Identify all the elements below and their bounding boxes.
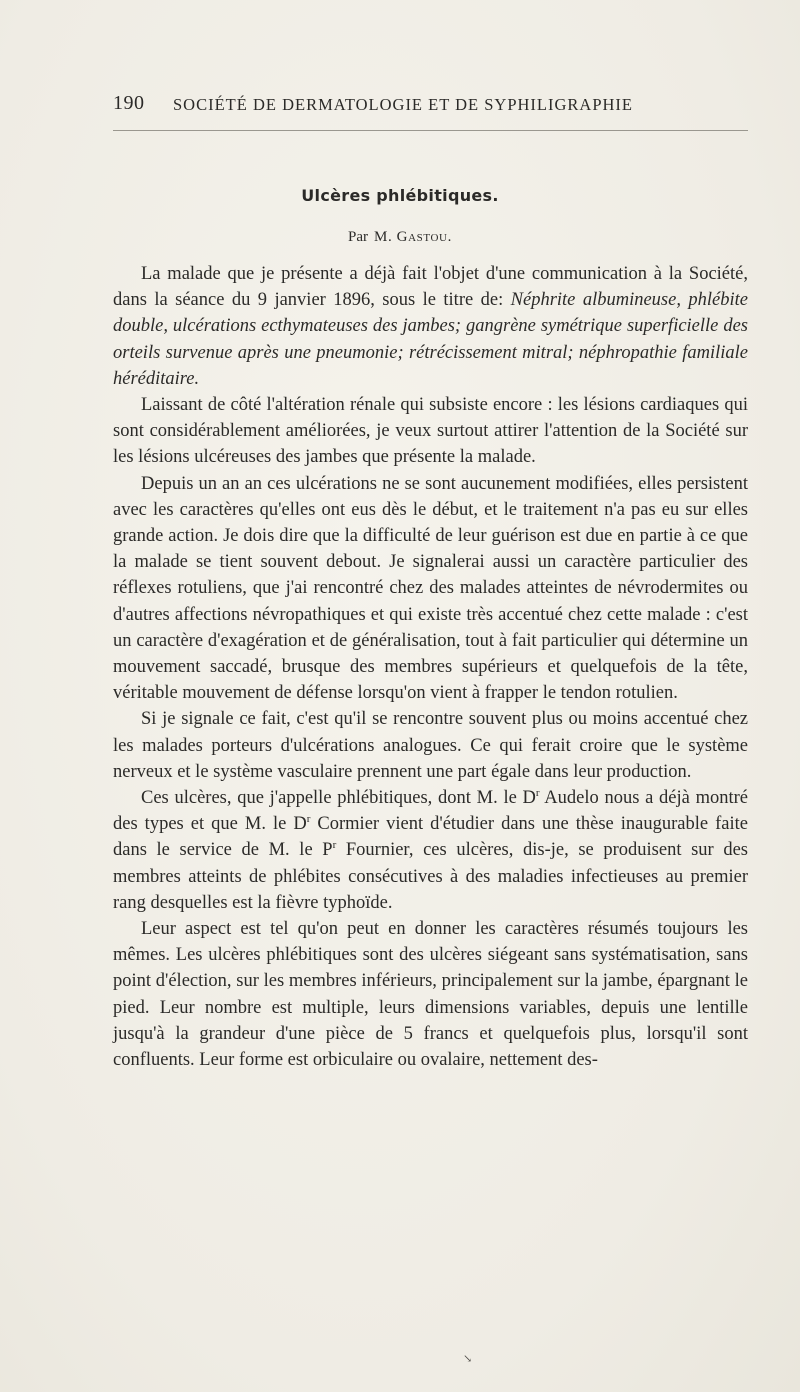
paragraph-5-text-d: Fournier, ces ulcères, dis-je, se produisent sur des membres atteints de phlébites consécutives à des maladies infectieuses au premier rang desquelles est la fièvre typhoïde.	[113, 840, 748, 913]
author-name: M. Gastou.	[374, 229, 452, 245]
article-body	[113, 261, 748, 1073]
paragraph-3: Depuis un an an ces ulcérations ne se sont aucunement modifiées, elles persistent avec les caractères qu'elles ont eus dès le début, et le traitement n'a pas eu sur elles grande action. Je dois dire que la difficulté de leur guérison est due en partie à ce que la malade se tient souvent debout. Je signalerai aussi un caractère particulier des réflexes rotuliens, que j'ai rencontré chez des malades atteintes de névrodermites ou d'autres affections névropathiques et qui existe très accentué chez cette malade : c'est un caractère d'exagération et de généralisation, tout à fait particulier qui détermine un mouvement saccadé, brusque des membres supérieurs et quelquefois de la tête, véritable mouvement de défense lorsqu'on vient à frapper le tendon rotulien.	[113, 473, 748, 704]
paragraph-2: Laissant de côté l'altération rénale qui subsiste encore : les lésions cardiaques qui sont considérablement améliorées, je veux surtout attirer l'attention de la Société sur les lésions ulcéreuses des jambes que présente la malade.	[113, 395, 748, 468]
paragraph-1	[113, 261, 748, 392]
superscript-r-3: r	[332, 839, 337, 852]
paragraph-1-italic-title: Néphrite albumineuse, phlébite double, ulcérations ecthymateuses des jambes; gangrène symétrique superficielle des orteils survenue après une pneumonie; rétrécissement mitral; néphropathie familiale héréditaire.	[113, 290, 748, 389]
paragraph-5	[113, 785, 748, 916]
paragraph-5-text-a: Ces ulcères, que j'appelle phlébitiques, dont M. le D	[141, 788, 536, 809]
paragraph-5-text-b: Audelo nous a déjà montré des types et que M. le D	[113, 788, 748, 835]
printer-mark-icon: ↘	[463, 1353, 473, 1365]
byline	[0, 229, 800, 246]
running-title: SOCIÉTÉ DE DERMATOLOGIE ET DE SYPHILIGRAPHIE	[173, 95, 633, 114]
paragraph-4: Si je signale ce fait, c'est qu'il se rencontre souvent plus ou moins accentué chez les malades porteurs d'ulcérations analogues. Ce qui ferait croire que le système nerveux et le système vasculaire prennent une part égale dans leur production.	[113, 709, 748, 782]
byline-prefix: Par	[348, 229, 369, 245]
article-title: Ulcères phlébitiques.	[301, 186, 499, 205]
page-number: 190	[113, 92, 145, 114]
paragraph-1-text: La malade que je présente a déjà fait l'objet d'une communication à la Société, dans la séance du 9 janvier 1896, sous le titre de:	[113, 264, 748, 311]
header-rule	[113, 130, 748, 131]
paragraph-5-text-c: Cormier vient d'étudier dans une thèse inaugurable faite dans le service de M. le P	[113, 814, 748, 861]
running-header	[113, 92, 748, 122]
paragraph-6: Leur aspect est tel qu'on peut en donner les caractères résumés toujours les mêmes. Les ulcères phlébitiques sont des ulcères siégeant sans systématisation, sans point d'élection, sur les membres inférieurs, principalement sur la jambe, épargnant le pied. Leur nombre est multiple, leurs dimensions variables, depuis une lentille jusqu'à la grandeur d'une pièce de 5 francs et quelquefois plus, lorsqu'il sont confluents. Leur forme est orbiculaire ou ovalaire, nettement des-	[113, 919, 748, 1071]
superscript-r-2: r	[306, 813, 311, 826]
superscript-r-1: r	[535, 786, 540, 799]
